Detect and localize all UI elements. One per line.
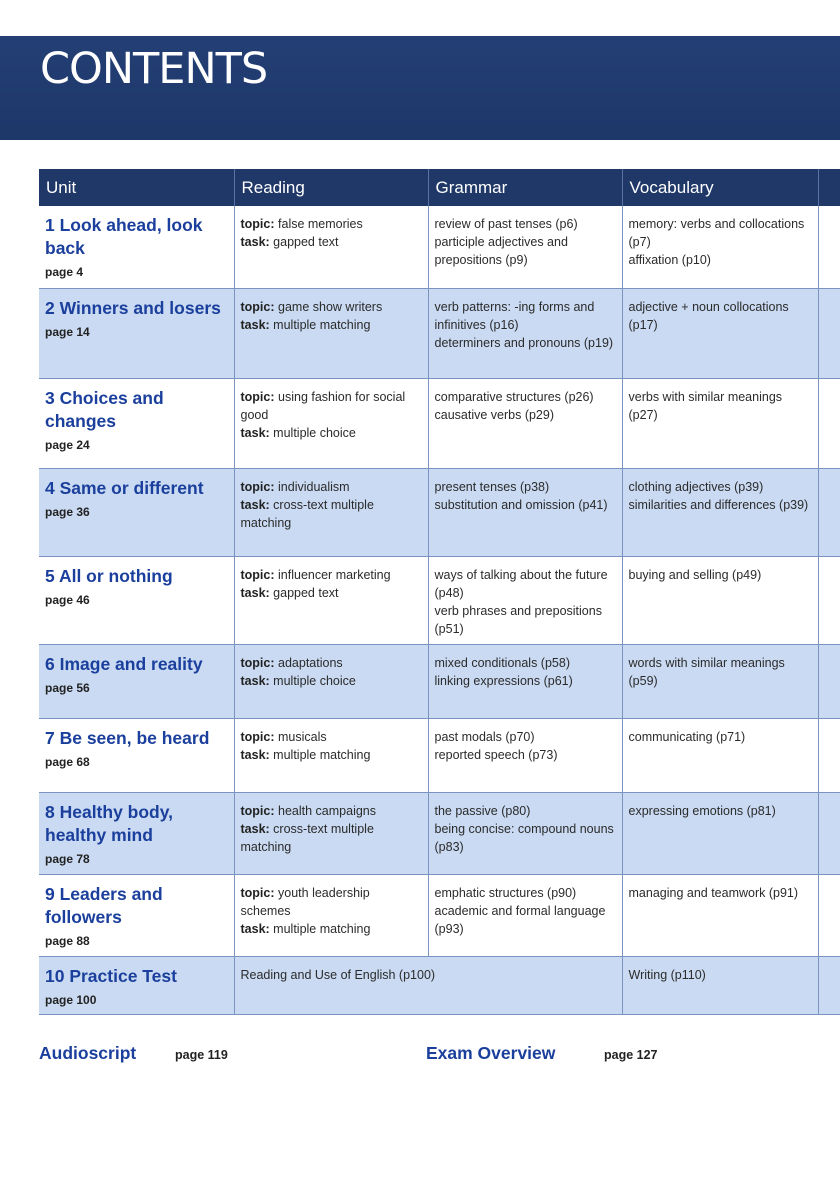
topic-text: game show writers bbox=[278, 299, 383, 314]
reading-topic bbox=[241, 215, 422, 233]
grammar-item: linking expressions (p61) bbox=[434, 673, 573, 688]
grammar-cell bbox=[428, 792, 622, 874]
grammar-item: determiners and pronouns (p19) bbox=[434, 335, 614, 350]
reading-cell bbox=[234, 468, 428, 556]
exam-overview-page: page 127 bbox=[604, 1048, 658, 1062]
reading-task bbox=[241, 920, 422, 938]
unit-cell bbox=[39, 378, 234, 468]
writing-cell bbox=[622, 956, 818, 1014]
task-label: task: bbox=[240, 585, 270, 600]
extra-cell bbox=[818, 206, 840, 288]
unit-page: page 4 bbox=[45, 265, 84, 279]
vocabulary-cell bbox=[622, 288, 818, 378]
extra-cell bbox=[818, 956, 840, 1014]
header-reading: Reading bbox=[234, 169, 428, 206]
grammar-item: verb patterns: -ing forms and infinitives (p16) bbox=[434, 299, 595, 332]
unit-page: page 46 bbox=[45, 592, 90, 607]
grammar-item: ways of talking about the future (p48) bbox=[434, 567, 608, 600]
reading-cell bbox=[234, 556, 428, 644]
vocabulary-item: managing and teamwork (p91) bbox=[628, 885, 799, 900]
vocabulary-cell bbox=[622, 206, 818, 288]
reading-topic bbox=[241, 388, 422, 424]
grammar-cell bbox=[428, 468, 622, 556]
audioscript-link[interactable]: Audioscript bbox=[39, 1043, 137, 1063]
topic-text: false memories bbox=[278, 217, 363, 231]
unit-row bbox=[39, 378, 840, 468]
unit-cell bbox=[39, 718, 234, 792]
topic-text: adaptations bbox=[278, 655, 343, 670]
reading-task bbox=[241, 233, 422, 251]
task-label: task: bbox=[240, 317, 270, 332]
grammar-cell bbox=[428, 288, 622, 378]
topic-label: topic: bbox=[240, 885, 275, 900]
topic-text: musicals bbox=[278, 729, 327, 744]
vocabulary-cell bbox=[622, 718, 818, 792]
unit-page: page 14 bbox=[45, 324, 90, 339]
vocabulary-cell bbox=[622, 378, 818, 468]
exam-overview-link[interactable]: Exam Overview bbox=[426, 1043, 556, 1063]
reading-cell bbox=[234, 874, 428, 956]
grammar-item: causative verbs (p29) bbox=[434, 407, 555, 422]
unit-cell bbox=[39, 288, 234, 378]
extra-cell bbox=[818, 792, 840, 874]
header-extra bbox=[818, 169, 840, 206]
extra-cell bbox=[818, 288, 840, 378]
reading-topic bbox=[241, 566, 422, 584]
task-text: multiple matching bbox=[273, 317, 371, 332]
vocabulary-item: expressing emotions (p81) bbox=[628, 803, 776, 818]
vocabulary-cell bbox=[622, 644, 818, 718]
unit-title[interactable]: 3 Choices and changes bbox=[45, 387, 164, 431]
topic-text: health campaigns bbox=[278, 803, 376, 818]
unit-cell bbox=[39, 556, 234, 644]
reading-cell bbox=[234, 644, 428, 718]
reading-task bbox=[241, 584, 422, 602]
grammar-item: mixed conditionals (p58) bbox=[434, 655, 570, 670]
reading-task bbox=[241, 424, 422, 442]
topic-label: topic: bbox=[240, 729, 275, 744]
task-label: task: bbox=[240, 673, 270, 688]
unit-title[interactable]: 6 Image and reality bbox=[45, 653, 203, 674]
extra-cell bbox=[818, 468, 840, 556]
task-text: cross-text multiple matching bbox=[240, 497, 374, 530]
grammar-item: past modals (p70) bbox=[434, 729, 535, 744]
unit-page: page 88 bbox=[45, 933, 90, 948]
task-text: multiple choice bbox=[273, 673, 356, 688]
task-label: task: bbox=[240, 235, 270, 249]
reading-topic bbox=[241, 884, 422, 920]
unit-row bbox=[39, 556, 840, 644]
unit-title[interactable]: 10 Practice Test bbox=[45, 965, 177, 986]
vocabulary-cell bbox=[622, 556, 818, 644]
vocabulary-item: communicating (p71) bbox=[628, 729, 746, 744]
grammar-cell bbox=[428, 378, 622, 468]
task-label: task: bbox=[240, 497, 270, 512]
task-text: multiple matching bbox=[273, 921, 371, 936]
reading-topic bbox=[241, 298, 422, 316]
grammar-cell bbox=[428, 874, 622, 956]
unit-cell bbox=[39, 956, 234, 1014]
unit-title[interactable]: 9 Leaders and followers bbox=[45, 883, 163, 927]
topic-label: topic: bbox=[240, 803, 275, 818]
reading-cell bbox=[234, 288, 428, 378]
task-text: cross-text multiple matching bbox=[240, 821, 374, 854]
vocabulary-item: clothing adjectives (p39) bbox=[628, 479, 764, 494]
unit-row bbox=[39, 644, 840, 718]
unit-cell bbox=[39, 792, 234, 874]
table-header-row bbox=[39, 169, 840, 206]
unit-row bbox=[39, 718, 840, 792]
extra-cell bbox=[818, 644, 840, 718]
topic-label: topic: bbox=[240, 567, 275, 582]
reading-use-cell bbox=[234, 956, 622, 1014]
practice-test-row bbox=[39, 956, 840, 1014]
unit-title[interactable]: 2 Winners and losers bbox=[45, 297, 221, 318]
grammar-item: present tenses (p38) bbox=[434, 479, 550, 494]
unit-cell bbox=[39, 468, 234, 556]
writing-item: Writing (p110) bbox=[628, 967, 706, 982]
task-text: gapped text bbox=[273, 235, 339, 249]
unit-row bbox=[39, 468, 840, 556]
unit-row bbox=[39, 792, 840, 874]
vocabulary-item: affixation (p10) bbox=[628, 253, 711, 267]
vocabulary-item: buying and selling (p49) bbox=[628, 567, 762, 582]
header-grammar: Grammar bbox=[428, 169, 622, 206]
unit-page: page 36 bbox=[45, 504, 90, 519]
extra-cell bbox=[818, 556, 840, 644]
grammar-cell bbox=[428, 206, 622, 288]
unit-row bbox=[39, 206, 840, 288]
reading-topic bbox=[241, 654, 422, 672]
grammar-item: reported speech (p73) bbox=[434, 747, 558, 762]
grammar-cell bbox=[428, 718, 622, 792]
unit-title[interactable]: 5 All or nothing bbox=[45, 565, 173, 586]
task-text: multiple matching bbox=[273, 747, 371, 762]
reading-topic bbox=[241, 478, 422, 496]
extra-cell bbox=[818, 378, 840, 468]
vocabulary-item: similarities and differences (p39) bbox=[628, 497, 809, 512]
topic-label: topic: bbox=[240, 655, 275, 670]
reading-topic bbox=[241, 728, 422, 746]
grammar-item: verb phrases and prepositions (p51) bbox=[434, 603, 602, 636]
unit-page: page 100 bbox=[45, 992, 97, 1007]
topic-text: individualism bbox=[278, 479, 350, 494]
unit-row bbox=[39, 874, 840, 956]
unit-title[interactable]: 8 Healthy body, healthy mind bbox=[45, 801, 174, 845]
unit-page: page 56 bbox=[45, 680, 90, 695]
reading-task bbox=[241, 820, 422, 856]
reading-cell bbox=[234, 792, 428, 874]
task-label: task: bbox=[240, 425, 270, 440]
unit-cell bbox=[39, 644, 234, 718]
unit-page: page 78 bbox=[45, 851, 90, 866]
page-title: CONTENTS bbox=[40, 44, 268, 94]
vocabulary-cell bbox=[622, 874, 818, 956]
unit-title[interactable]: 4 Same or different bbox=[45, 477, 204, 498]
extra-cell bbox=[818, 718, 840, 792]
vocabulary-item: verbs with similar meanings (p27) bbox=[628, 389, 783, 422]
task-label: task: bbox=[240, 921, 270, 936]
grammar-item: comparative structures (p26) bbox=[434, 389, 594, 404]
reading-task bbox=[241, 496, 422, 532]
topic-text: influencer marketing bbox=[278, 567, 391, 582]
task-label: task: bbox=[240, 747, 270, 762]
unit-page: page 68 bbox=[45, 754, 90, 769]
reading-topic bbox=[241, 802, 422, 820]
reading-use-of-english: Reading and Use of English (p100) bbox=[240, 967, 436, 982]
unit-page: page 24 bbox=[45, 437, 90, 452]
topic-label: topic: bbox=[240, 389, 275, 404]
vocabulary-cell bbox=[622, 792, 818, 874]
topic-label: topic: bbox=[240, 479, 275, 494]
header-vocabulary: Vocabulary bbox=[622, 169, 818, 206]
extra-cell bbox=[818, 874, 840, 956]
header-unit: Unit bbox=[39, 169, 234, 206]
task-text: multiple choice bbox=[273, 425, 356, 440]
grammar-item: the passive (p80) bbox=[434, 803, 531, 818]
unit-row bbox=[39, 288, 840, 378]
grammar-cell bbox=[428, 644, 622, 718]
topic-text: using fashion for social good bbox=[240, 389, 406, 422]
grammar-item: being concise: compound nouns (p83) bbox=[434, 821, 614, 854]
vocabulary-cell bbox=[622, 468, 818, 556]
grammar-cell bbox=[428, 556, 622, 644]
contents-table bbox=[39, 169, 840, 1015]
vocabulary-item: memory: verbs and collocations (p7) bbox=[628, 217, 805, 249]
grammar-item: review of past tenses (p6) bbox=[434, 217, 578, 231]
topic-label: topic: bbox=[240, 217, 275, 231]
topic-label: topic: bbox=[240, 299, 275, 314]
task-label: task: bbox=[240, 821, 270, 836]
task-text: gapped text bbox=[273, 585, 339, 600]
grammar-item: academic and formal language (p93) bbox=[434, 903, 606, 936]
reading-task bbox=[241, 746, 422, 764]
reading-task bbox=[241, 672, 422, 690]
vocabulary-item: words with similar meanings (p59) bbox=[628, 655, 785, 688]
reading-cell bbox=[234, 718, 428, 792]
unit-title[interactable]: 7 Be seen, be heard bbox=[45, 727, 210, 748]
reading-cell bbox=[234, 206, 428, 288]
reading-task bbox=[241, 316, 422, 334]
vocabulary-item: adjective + noun collocations (p17) bbox=[628, 299, 789, 332]
reading-cell bbox=[234, 378, 428, 468]
unit-cell bbox=[39, 874, 234, 956]
grammar-item: emphatic structures (p90) bbox=[434, 885, 577, 900]
unit-cell bbox=[39, 206, 234, 288]
audioscript-page: page 119 bbox=[175, 1048, 228, 1062]
grammar-item: substitution and omission (p41) bbox=[434, 497, 608, 512]
topic-text: youth leadership schemes bbox=[240, 885, 370, 918]
grammar-item: participle adjectives and prepositions (p9) bbox=[434, 235, 568, 267]
unit-title[interactable]: 1 Look ahead, look back bbox=[45, 215, 203, 258]
